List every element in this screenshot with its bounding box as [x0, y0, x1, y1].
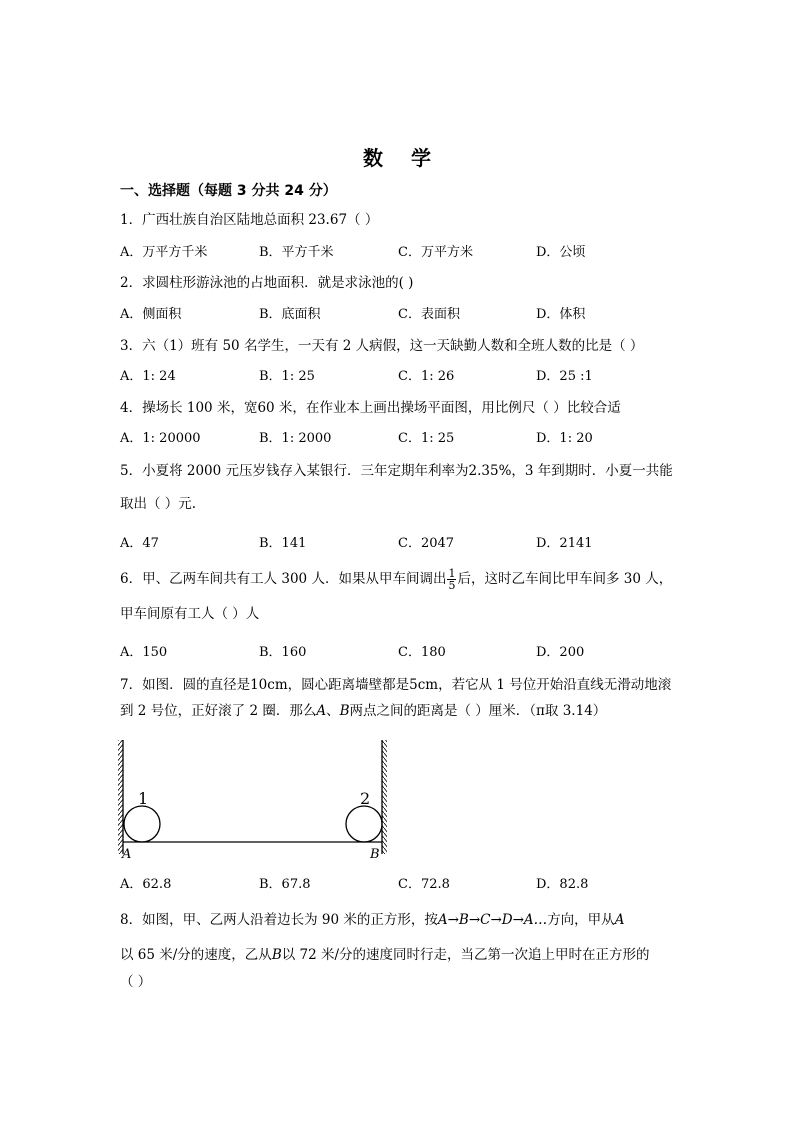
label-position-2: 2 — [360, 789, 371, 808]
q8-line-2-end: 以 72 米/分的速度同时行走，当乙第一次追上甲时在正方形的 — [281, 947, 650, 963]
q6-option-a: A．150 — [120, 645, 168, 660]
circle-position-2 — [346, 806, 382, 842]
q7-option-d: D．82.8 — [536, 877, 589, 892]
q8-path: A→B→C→D→A… — [437, 912, 548, 928]
rolling-circle-figure — [116, 738, 396, 866]
figure-svg — [116, 738, 396, 862]
q1-option-b: B．平方千米 — [259, 245, 334, 260]
q6-option-c: C．180 — [398, 645, 446, 660]
q3-option-b: B．1: 25 — [259, 369, 315, 384]
left-wall-hatching — [118, 740, 123, 854]
question-5-line-2: 取出（ ）元. — [120, 496, 197, 512]
q6-option-d: D．200 — [536, 645, 585, 660]
q5-option-c: C．2047 — [398, 536, 455, 551]
q6-option-b: B．160 — [259, 645, 307, 660]
q1-option-c: C．万平方米 — [398, 245, 473, 260]
q7-separator: 、 — [326, 703, 340, 719]
q2-option-d: D．体积 — [536, 307, 586, 322]
question-8-line-1 — [120, 911, 624, 929]
q3-option-a: A．1: 24 — [120, 369, 176, 384]
q8-line-2-start: 以 65 米/分的速度，乙从 — [120, 947, 272, 963]
q5-option-a: A．47 — [120, 536, 159, 551]
label-point-a: A — [122, 847, 132, 862]
question-8-line-2 — [120, 946, 650, 964]
q8-point-b: B — [271, 947, 282, 963]
question-6-line-1 — [120, 568, 672, 591]
q4-option-b: B．1: 2000 — [259, 431, 332, 446]
q6-line-1-end: 后，这时乙车间比甲车间多 30 人， — [457, 571, 673, 587]
q5-option-b: B．141 — [259, 536, 307, 551]
fraction-denominator: 5 — [448, 579, 456, 592]
q7-line-2-start: 到 2 号位，正好滚了 2 圈．那么 — [120, 703, 317, 719]
q2-option-a: A．侧面积 — [120, 307, 182, 322]
q4-option-a: A．1: 20000 — [120, 431, 201, 446]
circle-position-1 — [124, 806, 160, 842]
q7-option-a: A．62.8 — [120, 877, 172, 892]
q7-option-c: C．72.8 — [398, 877, 450, 892]
question-5-line-1: 5．小夏将 2000 元压岁钱存入某银行．三年定期年利率为2.35%，3 年到期时．小夏一共能 — [120, 463, 673, 479]
label-point-b: B — [370, 847, 380, 862]
q5-option-d: D．2141 — [536, 536, 593, 551]
section-heading: 一、选择题（每题 3 分共 24 分） — [120, 183, 337, 199]
q8-point-a: A — [614, 912, 625, 928]
fraction-numerator: 1 — [448, 567, 456, 580]
q7-line-2-end: 两点之间的距离是（ ）厘米．（π取 3.14） — [349, 703, 607, 719]
q8-line-1-start: 8．如图，甲、乙两人沿着边长为 90 米的正方形，按 — [120, 912, 438, 928]
q3-option-c: C．1: 26 — [398, 369, 455, 384]
q1-option-a: A．万平方千米 — [120, 245, 208, 260]
q7-point-a: A — [316, 703, 327, 719]
q4-option-c: C．1: 25 — [398, 431, 455, 446]
question-2-text: 2．求圆柱形游泳池的占地面积．就是求泳池的( ) — [120, 275, 414, 291]
title-char-2: 学 — [411, 146, 431, 170]
q4-option-d: D．1: 20 — [536, 431, 593, 446]
question-4-text: 4．操场长 100 米，宽60 米，在作业本上画出操场平面图，用比例尺（ ）比较合适 — [120, 400, 621, 416]
q8-line-1-mid: 方向，甲从 — [547, 912, 615, 928]
q7-point-b: B — [339, 703, 350, 719]
question-7-line-1: 7．如图．圆的直径是10cm，圆心距离墙壁都是5cm，若它从 1 号位开始沿直线无滑动地滚 — [120, 677, 672, 693]
q7-option-b: B．67.8 — [259, 877, 311, 892]
question-8-line-3: （ ） — [120, 974, 152, 990]
question-3-text: 3．六（1）班有 50 名学生，一天有 2 人病假，这一天缺勤人数和全班人数的比是（ ） — [120, 338, 644, 354]
question-1-text: 1．广西壮族自治区陆地总面积 23.67（ ） — [120, 212, 379, 228]
q2-option-b: B．底面积 — [259, 307, 321, 322]
q3-option-d: D．25 :1 — [536, 369, 593, 384]
title-char-1: 数 — [363, 146, 383, 170]
q2-option-c: C．表面积 — [398, 307, 460, 322]
q1-option-d: D．公顷 — [536, 245, 586, 260]
page-title — [0, 142, 794, 171]
q6-line-1-start: 6．甲、乙两车间共有工人 300 人．如果从甲车间调出 — [120, 571, 447, 587]
right-wall-hatching — [382, 740, 387, 854]
question-7-line-2 — [120, 702, 606, 720]
fraction-one-fifth — [447, 568, 456, 591]
label-position-1: 1 — [138, 789, 149, 808]
question-6-line-2: 甲车间原有工人（ ）人 — [120, 606, 260, 622]
